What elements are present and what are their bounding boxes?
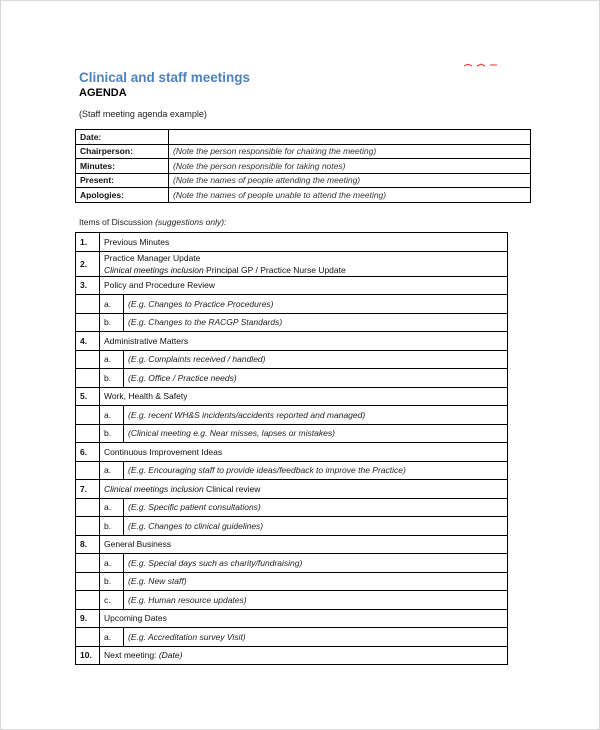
info-label: Chairperson: — [76, 144, 169, 159]
info-row-chairperson — [76, 144, 531, 159]
subitem-text: (E.g. Complaints received / handled) — [124, 350, 508, 369]
info-label: Minutes: — [76, 159, 169, 174]
info-row-minutes — [76, 159, 531, 174]
info-label: Apologies: — [76, 188, 169, 203]
agenda-subitem — [76, 517, 508, 536]
item-number: 8. — [76, 535, 100, 554]
agenda-item — [76, 535, 508, 554]
agenda-subitem — [76, 350, 508, 369]
subitem-blank — [76, 313, 100, 332]
agenda-subitem — [76, 424, 508, 443]
document-title: Clinical and staff meetings — [79, 70, 251, 85]
info-value: (Note the names of people unable to attend the meeting) — [169, 188, 531, 203]
subitem-letter: a. — [100, 461, 124, 480]
subitem-letter: a. — [100, 295, 124, 314]
agenda-subitem — [76, 628, 508, 647]
item-text: General Business — [100, 535, 508, 554]
info-row-date — [76, 130, 531, 145]
subitem-blank — [76, 406, 100, 425]
subitem-blank — [76, 517, 100, 536]
item-text: Work, Health & Safety — [100, 387, 508, 406]
red-ink-mark — [463, 62, 499, 68]
item-text: Policy and Procedure Review — [100, 276, 508, 295]
item-number: 4. — [76, 332, 100, 351]
item-number: 5. — [76, 387, 100, 406]
subitem-text: (E.g. Human resource updates) — [124, 591, 508, 610]
subitem-text: (Clinical meeting e.g. Near misses, lapses or mistakes) — [124, 424, 508, 443]
subitem-letter: b. — [100, 424, 124, 443]
item-text: Practice Manager Update Clinical meetings inclusion Principal GP / Practice Nurse Update — [100, 251, 508, 276]
info-row-present — [76, 173, 531, 188]
subitem-text: (E.g. Office / Practice needs) — [124, 369, 508, 388]
agenda-subitem — [76, 591, 508, 610]
info-label: Date: — [76, 130, 169, 145]
agenda-item — [76, 387, 508, 406]
item-number: 6. — [76, 443, 100, 462]
subitem-text: (E.g. Changes to Practice Procedures) — [124, 295, 508, 314]
info-value: (Note the person responsible for taking notes) — [169, 159, 531, 174]
subitem-text: (E.g. Encouraging staff to provide ideas/feedback to improve the Practice) — [124, 461, 508, 480]
item-text: Previous Minutes — [100, 233, 508, 252]
subitem-blank — [76, 461, 100, 480]
subitem-text: (E.g. Accreditation survey Visit) — [124, 628, 508, 647]
subitem-blank — [76, 591, 100, 610]
subitem-blank — [76, 295, 100, 314]
agenda-subitem — [76, 313, 508, 332]
subitem-text: (E.g. recent WH&S incidents/accidents reported and managed) — [124, 406, 508, 425]
agenda-item — [76, 443, 508, 462]
item-number: 3. — [76, 276, 100, 295]
agenda-subitem — [76, 406, 508, 425]
agenda-item — [76, 233, 508, 252]
agenda-subitem — [76, 572, 508, 591]
item-number: 2. — [76, 251, 100, 276]
items-of-discussion-label: Items of Discussion (suggestions only): — [79, 217, 227, 227]
subitem-text: (E.g. Changes to clinical guidelines) — [124, 517, 508, 536]
subitem-letter: a. — [100, 498, 124, 517]
agenda-item — [76, 276, 508, 295]
info-value: (Note the person responsible for chairing the meeting) — [169, 144, 531, 159]
item-text: Clinical meetings inclusion Clinical review — [100, 480, 508, 499]
subitem-text: (E.g. Changes to the RACGP Standards) — [124, 313, 508, 332]
subitem-blank — [76, 369, 100, 388]
agenda-subitem — [76, 461, 508, 480]
subitem-letter: b. — [100, 517, 124, 536]
subitem-blank — [76, 628, 100, 647]
subitem-letter: a. — [100, 628, 124, 647]
item-text: Next meeting: (Date) — [100, 646, 508, 665]
info-value — [169, 130, 531, 145]
subitem-blank — [76, 350, 100, 369]
item-text: Administrative Matters — [100, 332, 508, 351]
agenda-item — [76, 646, 508, 665]
subitem-blank — [76, 554, 100, 573]
subitem-letter: b. — [100, 369, 124, 388]
agenda-item — [76, 332, 508, 351]
subitem-blank — [76, 498, 100, 517]
subitem-letter: a. — [100, 554, 124, 573]
item-number: 9. — [76, 609, 100, 628]
item-text: Upcoming Dates — [100, 609, 508, 628]
subitem-letter: a. — [100, 350, 124, 369]
subitem-blank — [76, 424, 100, 443]
info-value: (Note the names of people attending the meeting) — [169, 173, 531, 188]
item-number: 1. — [76, 233, 100, 252]
subitem-text: (E.g. New staff) — [124, 572, 508, 591]
subitem-letter: b. — [100, 313, 124, 332]
item-number: 10. — [76, 646, 100, 665]
document-subtitle: (Staff meeting agenda example) — [79, 109, 207, 119]
item-text: Continuous Improvement Ideas — [100, 443, 508, 462]
agenda-item — [76, 609, 508, 628]
agenda-item — [76, 480, 508, 499]
agenda-subitem — [76, 295, 508, 314]
item-number: 7. — [76, 480, 100, 499]
subitem-blank — [76, 572, 100, 591]
agenda-subitem — [76, 554, 508, 573]
subitem-letter: a. — [100, 406, 124, 425]
subitem-letter: c. — [100, 591, 124, 610]
agenda-heading: AGENDA — [79, 87, 127, 99]
agenda-subitem — [76, 369, 508, 388]
info-row-apologies — [76, 188, 531, 203]
agenda-item — [76, 251, 508, 276]
agenda-items-table — [75, 232, 508, 665]
agenda-subitem — [76, 498, 508, 517]
subitem-text: (E.g. Specific patient consultations) — [124, 498, 508, 517]
meeting-info-table — [75, 129, 531, 203]
subitem-letter: b. — [100, 572, 124, 591]
info-label: Present: — [76, 173, 169, 188]
subitem-text: (E.g. Special days such as charity/fundraising) — [124, 554, 508, 573]
